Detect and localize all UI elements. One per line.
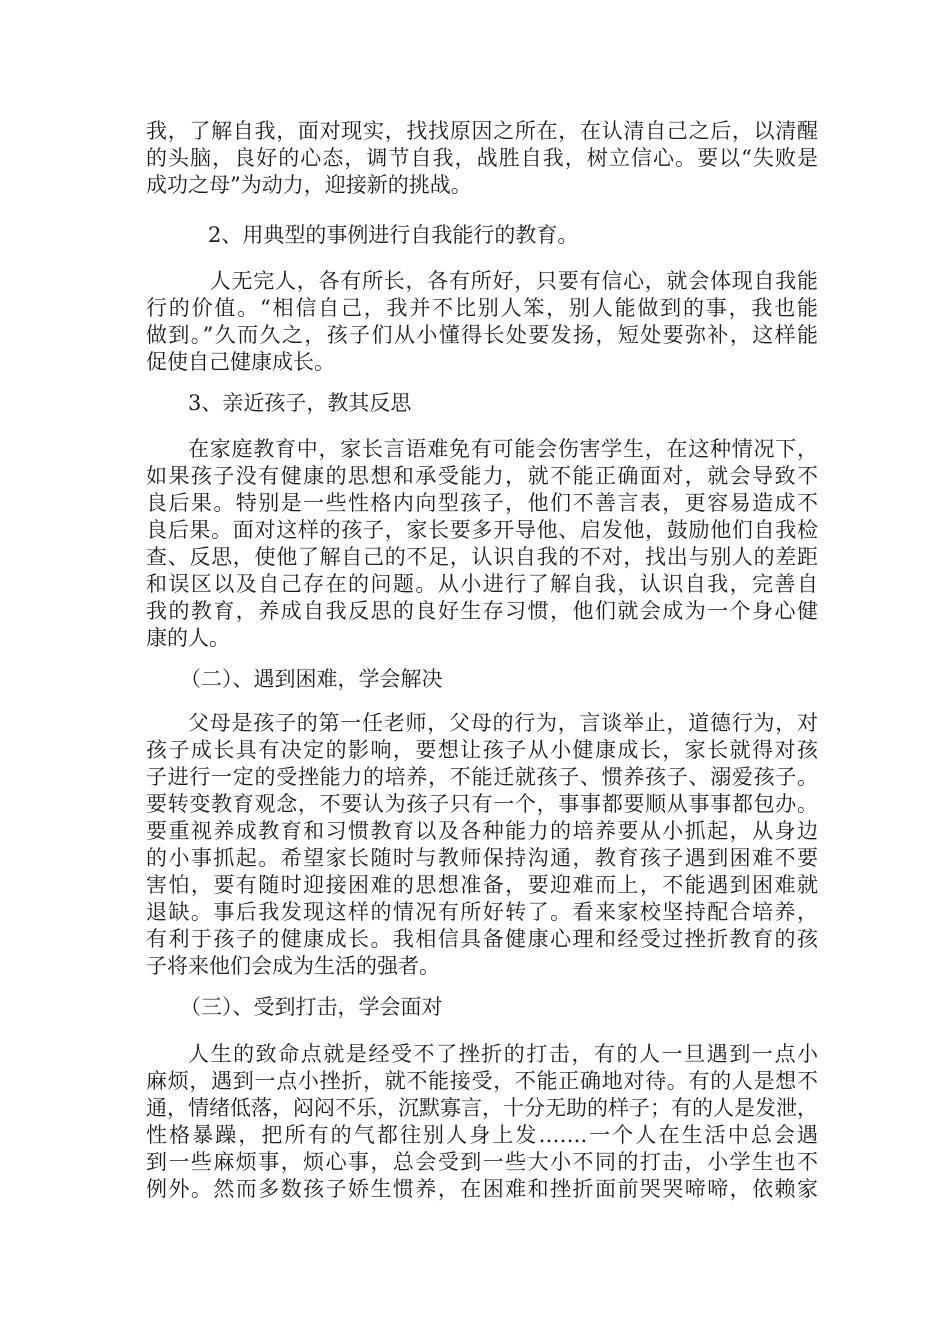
paragraph-line: 做到。”久而久之，孩子们从小懂得长处要发扬，短处要弥补，这样能 [146, 323, 818, 347]
paragraph-line: 要重视养成教育和习惯教育以及各种能力的培养要从小抓起，从身边 [146, 819, 818, 843]
paragraph-line: 父母是孩子的第一任老师，父母的行为，言谈举止，道德行为，对 [188, 711, 818, 735]
paragraph-4 [146, 737, 818, 980]
paragraph-line: 到一些麻烦事，烦心事，总会受到一些大小不同的打击，小学生也不 [146, 1150, 818, 1174]
paragraph-line: 人生的致命点就是经受不了挫折的打击，有的人一旦遇到一点小 [188, 1042, 818, 1066]
paragraph-3-first [188, 436, 818, 463]
paragraph-line: 的小事抓起。希望家长随时与教师保持沟通，教育孩子遇到困难不要 [146, 846, 818, 870]
paragraph-line: 要转变教育观念，不要认为孩子只有一个，事事都要顺从事事都包办。 [146, 792, 818, 816]
paragraph-line: 麻烦，遇到一点小挫折，就不能接受，不能正确地对待。有的人是想不 [146, 1069, 818, 1093]
paragraph-line: 查、反思，使他了解自己的不足，认识自我的不对，找出与别人的差距 [146, 545, 818, 569]
paragraph-2 [146, 295, 818, 376]
paragraph-line: 成功之母”为动力，迎接新的挑战。 [146, 173, 472, 197]
paragraph-1 [146, 118, 818, 199]
section-heading-2: 2、用典型的事例进行自我能行的教育。 [208, 223, 579, 247]
paragraph-5-first [188, 1041, 818, 1068]
paragraph-line: 有利于孩子的健康成长。我相信具备健康心理和经受过挫折教育的孩 [146, 927, 818, 951]
paragraph-line: 通，情绪低落，闷闷不乐，沉默寡言，十分无助的样子；有的人是发泄， [146, 1096, 818, 1120]
paragraph-line: 孩子成长具有决定的影响，要想让孩子从小健康成长，家长就得对孩 [146, 738, 818, 762]
paragraph-line: 如果孩子没有健康的思想和承受能力，就不能正确面对，就会导致不 [146, 464, 818, 488]
paragraph-line: 我，了解自我，面对现实，找找原因之所在，在认清自己之后，以清醒 [146, 119, 818, 143]
paragraph-5 [146, 1068, 818, 1203]
paragraph-line: 子进行一定的受挫能力的培养，不能迁就孩子、惯养孩子、溺爱孩子。 [146, 765, 818, 789]
paragraph-3 [146, 463, 818, 652]
paragraph-line: 子将来他们会成为生活的强者。 [146, 954, 440, 978]
paragraph-2-first [188, 268, 818, 295]
paragraph-line: 和误区以及自己存在的问题。从小进行了解自我，认识自我，完善自 [146, 572, 818, 596]
paragraph-line: 例外。然而多数孩子娇生惯养，在困难和挫折面前哭哭啼啼，依赖家 [146, 1177, 818, 1201]
paragraph-line: 康的人。 [146, 626, 230, 650]
paragraph-line: 退缺。事后我发现这样的情况有所好转了。看来家校坚持配合培养， [146, 900, 818, 924]
paragraph-4-first [188, 710, 818, 737]
paragraph-line: 我的教育，养成自我反思的良好生存习惯，他们就会成为一个身心健 [146, 599, 818, 623]
paragraph-line: 人无完人，各有所长，各有所好，只要有信心，就会体现自我能 [188, 269, 818, 293]
paragraph-line: 良后果。面对这样的孩子，家长要多开导他、启发他，鼓励他们自我检 [146, 518, 818, 542]
paragraph-line: 的头脑，良好的心态，调节自我，战胜自我，树立信心。要以“失败是 [146, 146, 818, 170]
paragraph-line: 害怕，要有随时迎接困难的思想准备，要迎难而上，不能遇到困难就 [146, 873, 818, 897]
paragraph-line: 促使自己健康成长。 [146, 350, 335, 374]
paragraph-line: 良后果。特别是一些性格内向型孩子，他们不善言表，更容易造成不 [146, 491, 818, 515]
paragraph-line: 性格暴躁，把所有的气都往别人身上发…….一个人在生活中总会遇 [146, 1123, 818, 1147]
paragraph-line: 行的价值。“相信自己，我并不比别人笨，别人能做到的事，我也能 [146, 296, 818, 320]
section-heading-san: （三）、受到打击，学会面对 [180, 995, 443, 1019]
paragraph-line: 在家庭教育中，家长言语难免有可能会伤害学生，在这种情况下， [188, 437, 818, 461]
section-heading-3: 3、亲近孩子，教其反思 [188, 391, 412, 415]
section-heading-er: （二）、遇到困难，学会解决 [180, 667, 443, 691]
